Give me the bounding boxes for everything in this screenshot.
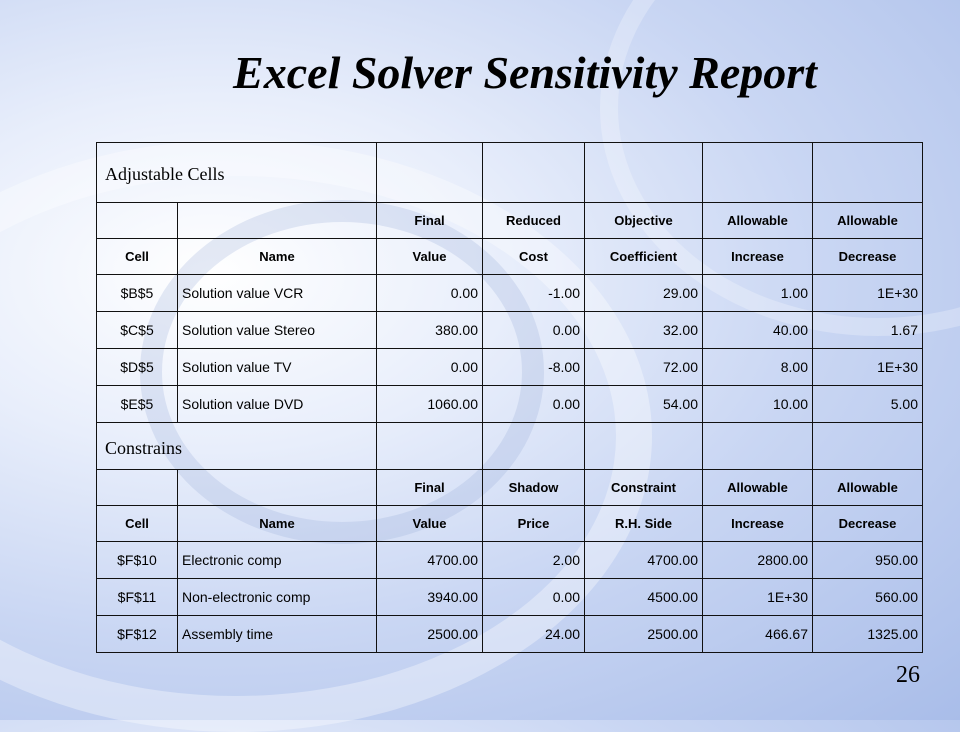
cell-ref: $F$10 [97, 542, 178, 579]
section-row-adjustable [97, 143, 923, 203]
allowable-decrease: 1E+30 [813, 275, 923, 312]
header-cell: Cell [97, 506, 178, 542]
constraint-rhs: 2500.00 [585, 616, 703, 653]
allowable-increase: 1.00 [703, 275, 813, 312]
final-value: 380.00 [377, 312, 483, 349]
table-row [97, 312, 923, 349]
header-cell: Allowable [813, 203, 923, 239]
table-row [97, 275, 923, 312]
header-cell [97, 203, 178, 239]
section-title: Constrains [97, 423, 377, 470]
table-row [97, 579, 923, 616]
slide-title: Excel Solver Sensitivity Report [233, 47, 817, 98]
header-cell: Increase [703, 506, 813, 542]
header-cell [178, 470, 377, 506]
allowable-increase: 40.00 [703, 312, 813, 349]
shadow-price: 24.00 [483, 616, 585, 653]
allowable-increase: 466.67 [703, 616, 813, 653]
cell-ref: $F$12 [97, 616, 178, 653]
header-cell: R.H. Side [585, 506, 703, 542]
table-row [97, 616, 923, 653]
reduced-cost: -1.00 [483, 275, 585, 312]
header-cell: Allowable [703, 470, 813, 506]
header-row [97, 239, 923, 275]
header-cell: Cost [483, 239, 585, 275]
reduced-cost: 0.00 [483, 386, 585, 423]
cell-name: Assembly time [178, 616, 377, 653]
header-cell: Constraint [585, 470, 703, 506]
allowable-increase: 10.00 [703, 386, 813, 423]
header-cell: Reduced [483, 203, 585, 239]
cell-name: Solution value DVD [178, 386, 377, 423]
objective-coefficient: 72.00 [585, 349, 703, 386]
table-row [97, 386, 923, 423]
objective-coefficient: 32.00 [585, 312, 703, 349]
header-cell: Cell [97, 239, 178, 275]
constraint-rhs: 4700.00 [585, 542, 703, 579]
table-row [97, 542, 923, 579]
final-value: 0.00 [377, 349, 483, 386]
header-cell: Value [377, 506, 483, 542]
allowable-decrease: 1E+30 [813, 349, 923, 386]
header-cell: Decrease [813, 506, 923, 542]
reduced-cost: -8.00 [483, 349, 585, 386]
objective-coefficient: 29.00 [585, 275, 703, 312]
header-cell: Price [483, 506, 585, 542]
header-cell [178, 203, 377, 239]
header-cell: Shadow [483, 470, 585, 506]
cell-name: Non-electronic comp [178, 579, 377, 616]
header-row [97, 203, 923, 239]
shadow-price: 2.00 [483, 542, 585, 579]
allowable-increase: 8.00 [703, 349, 813, 386]
final-value: 0.00 [377, 275, 483, 312]
reduced-cost: 0.00 [483, 312, 585, 349]
cell-name: Solution value VCR [178, 275, 377, 312]
cell-ref: $E$5 [97, 386, 178, 423]
header-cell: Final [377, 470, 483, 506]
section-title: Adjustable Cells [97, 143, 377, 203]
final-value: 4700.00 [377, 542, 483, 579]
header-cell: Increase [703, 239, 813, 275]
header-row [97, 506, 923, 542]
cell-name: Solution value TV [178, 349, 377, 386]
header-cell: Value [377, 239, 483, 275]
header-cell [97, 470, 178, 506]
allowable-increase: 1E+30 [703, 579, 813, 616]
cell-ref: $C$5 [97, 312, 178, 349]
cell-ref: $F$11 [97, 579, 178, 616]
final-value: 3940.00 [377, 579, 483, 616]
header-cell: Name [178, 506, 377, 542]
allowable-increase: 2800.00 [703, 542, 813, 579]
allowable-decrease: 950.00 [813, 542, 923, 579]
final-value: 2500.00 [377, 616, 483, 653]
allowable-decrease: 1.67 [813, 312, 923, 349]
allowable-decrease: 5.00 [813, 386, 923, 423]
shadow-price: 0.00 [483, 579, 585, 616]
cell-ref: $B$5 [97, 275, 178, 312]
section-row-constraints [97, 423, 923, 470]
header-cell: Coefficient [585, 239, 703, 275]
header-cell: Allowable [813, 470, 923, 506]
sensitivity-report-table [96, 142, 923, 653]
header-cell: Name [178, 239, 377, 275]
header-cell: Decrease [813, 239, 923, 275]
header-cell: Objective [585, 203, 703, 239]
cell-ref: $D$5 [97, 349, 178, 386]
objective-coefficient: 54.00 [585, 386, 703, 423]
allowable-decrease: 1325.00 [813, 616, 923, 653]
constraint-rhs: 4500.00 [585, 579, 703, 616]
allowable-decrease: 560.00 [813, 579, 923, 616]
cell-name: Solution value Stereo [178, 312, 377, 349]
cell-name: Electronic comp [178, 542, 377, 579]
header-row [97, 470, 923, 506]
header-cell: Final [377, 203, 483, 239]
page-number: 26 [896, 662, 920, 688]
header-cell: Allowable [703, 203, 813, 239]
final-value: 1060.00 [377, 386, 483, 423]
table-row [97, 349, 923, 386]
